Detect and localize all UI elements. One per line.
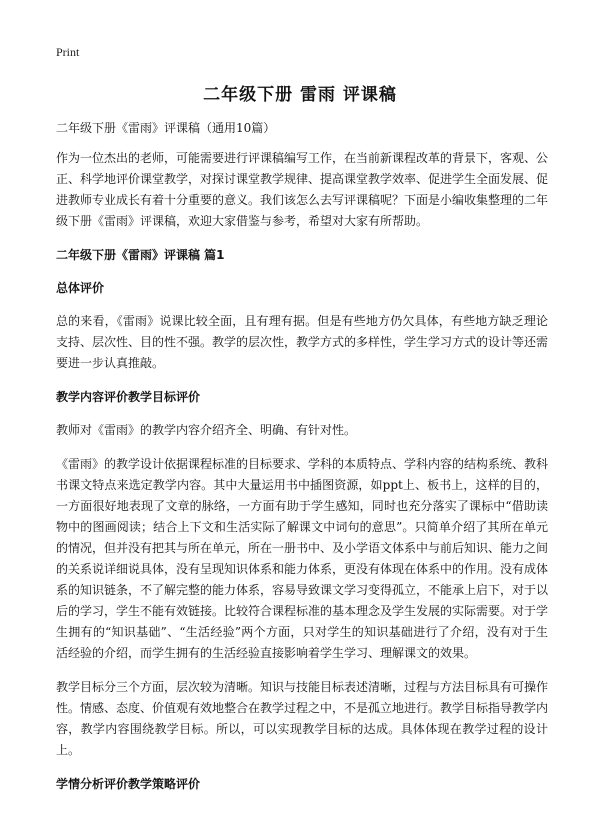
document-body	[56, 118, 548, 807]
document-subtitle: 二年级下册《雷雨》评课稿（通用10篇）	[56, 121, 276, 135]
print-link[interactable]: Print	[56, 45, 80, 59]
section-heading-overall: 总体评价	[56, 281, 105, 295]
section-heading-strategy: 学情分析评价教学策略评价	[56, 777, 201, 791]
article-heading: 二年级下册《雷雨》评课稿 篇1	[56, 248, 225, 262]
overall-paragraph: 总的来看，《雷雨》说课比较全面，且有理有据。但是有些地方仍欠具体，有些地方缺乏理论支持、层次性、目的性不强。教学的层次性，教学方式的多样性，学生学习方式的设计等还需要进一步认真推敲。	[56, 314, 549, 370]
content-paragraph-3: 教学目标分三个方面，层次较为清晰。知识与技能目标表述清晰，过程与方法目标具有可操作性。情感、态度、价值观有效地整合在教学过程之中，不是孤立地进行。教学目标指导教学内容，教学内容围绕教学目标。所以，可以实现教学目标的达成。具体体现在教学过程的设计上。	[56, 680, 549, 757]
page-title: 二年级下册 雷雨 评课稿	[203, 85, 397, 105]
content-paragraph-1: 教师对《雷雨》的教学内容介绍齐全、明确、有针对性。	[56, 423, 357, 437]
section-heading-content: 教学内容评价教学目标评价	[56, 390, 201, 404]
intro-paragraph: 作为一位杰出的老师，可能需要进行评课稿编写工作，在当前新课程改革的背景下，客观、公正、科学地评价课堂教学，对探讨课堂教学规律、提高课堂教学效率、促进学生全面发展、促进教师专业成长有着十分重要的意义。我们该怎么去写评课稿呢？下面是小编收集整理的二年级下册《雷雨》评课稿，欢迎大家借鉴与参考，希望对大家有所帮助。	[56, 151, 549, 228]
content-paragraph-2: 《雷雨》的教学设计依据课程标准的目标要求、学科的本质特点、学科内容的结构系统、教科书课文特点来选定教学内容。其中大量运用书中插图资源，如ppt上、板书上，这样的目的，一方面很好地表现了文章的脉络，一方面有助于学生感知，同时也充分落实了课标中“借助读物中的图画阅读；结合上下文和生活实际了解课文中词句的意思”。只简单介绍了其所在单元的情况，但并没有把其与所在单元，所在一册书中、及小学语文体系中与前后知识、能力之间的关系说详细说具体，没有呈现知识体系和能力体系，更没有体现在体系中的作用。没有成体系的知识链条，不了解完整的能力体系，容易导致课文学习变得孤立，不能承上启下，对于以后的学习，学生不能有效链接。比较符合课程标准的基本理念及学生发展的实际需要。对于学生拥有的“知识基础”、“生活经验”两个方面，只对学生的知识基础进行了介绍，没有对于生活经验的介绍，而学生拥有的生活经验直接影响着学生学习、理解课文的效果。	[56, 457, 549, 660]
